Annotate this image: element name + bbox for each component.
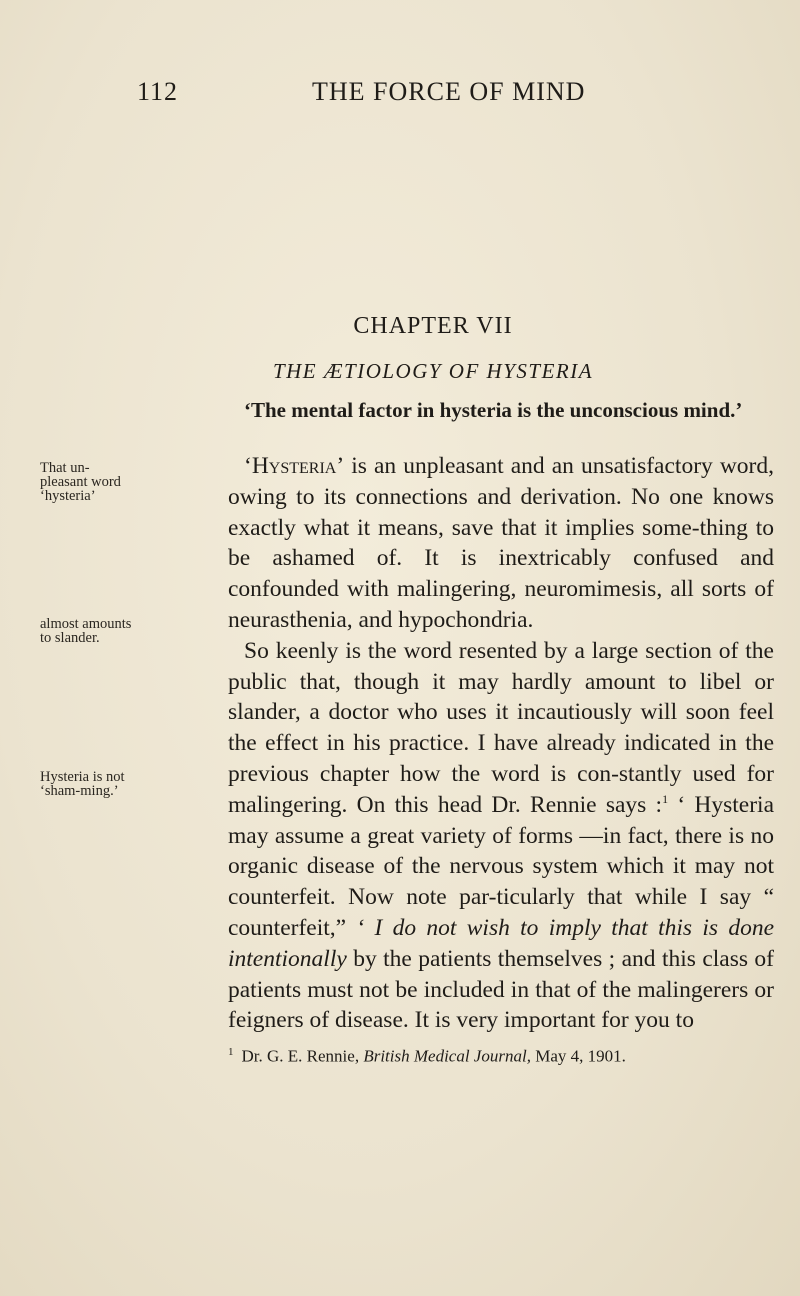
paragraph — [228, 636, 774, 1036]
footnote-mark: 1 — [228, 1046, 234, 1058]
hysteria-term: ‘Hysteria’ — [244, 453, 345, 479]
italic-quote: ‘ I do not wish to imply that this is done intentionally — [228, 914, 774, 972]
paragraph-text: ‘ Hysteria may assume a great variety of forms —in fact, there is no organic disease of the nervous system which it may not counterfeit. Now note par-ticularly that while I say “ counterfeit,” — [228, 791, 775, 941]
running-head — [0, 77, 800, 107]
paragraph — [228, 451, 774, 636]
running-title: THE FORCE OF MIND — [312, 77, 586, 106]
footnote-journal: British Medical Journal, — [363, 1046, 531, 1066]
margin-note: That un-pleasant word ‘hysteria’ — [40, 460, 121, 504]
epigraph: ‘The mental factor in hysteria is the unconscious mind.’ — [244, 398, 743, 422]
footnote-date: May 4, 1901. — [530, 1046, 626, 1066]
paragraph-text: So keenly is the word resented by a large section of the public that, though it may hardly amount to libel or slander, a doctor who uses it incautiously will soon feel the effect in his practice. I have already indicated in the previous chapter how the word is con-stantly used for malingering. On this head Dr. Rennie says : — [228, 637, 774, 818]
footnote — [228, 1046, 788, 1067]
footnote-author: Dr. G. E. Rennie, — [241, 1046, 364, 1066]
paragraph-text: by the patients themselves ; and this class of patients must not be included in that of the malingerers or feigners of disease. It is very important for you to — [228, 945, 774, 1034]
chapter-heading: CHAPTER VII — [353, 313, 513, 339]
footnote-reference: 1 — [662, 791, 669, 806]
page-number: 112 — [137, 77, 179, 106]
margin-note: Hysteria is not ‘sham-ming.’ — [40, 769, 125, 799]
body-text — [228, 451, 774, 1036]
chapter-subtitle: THE ÆTIOLOGY OF HYSTERIA — [272, 359, 594, 383]
margin-note: almost amounts to slander. — [40, 616, 132, 646]
paragraph-text: is an unpleasant and an unsatisfactory word, owing to its connections and derivation. No one knows exactly what it means, save that it implies some-thing to be ashamed of. It is inextricably confused and confounded with malingering, neuromimesis, all sorts of neurasthenia, and hypochondria. — [228, 453, 774, 633]
